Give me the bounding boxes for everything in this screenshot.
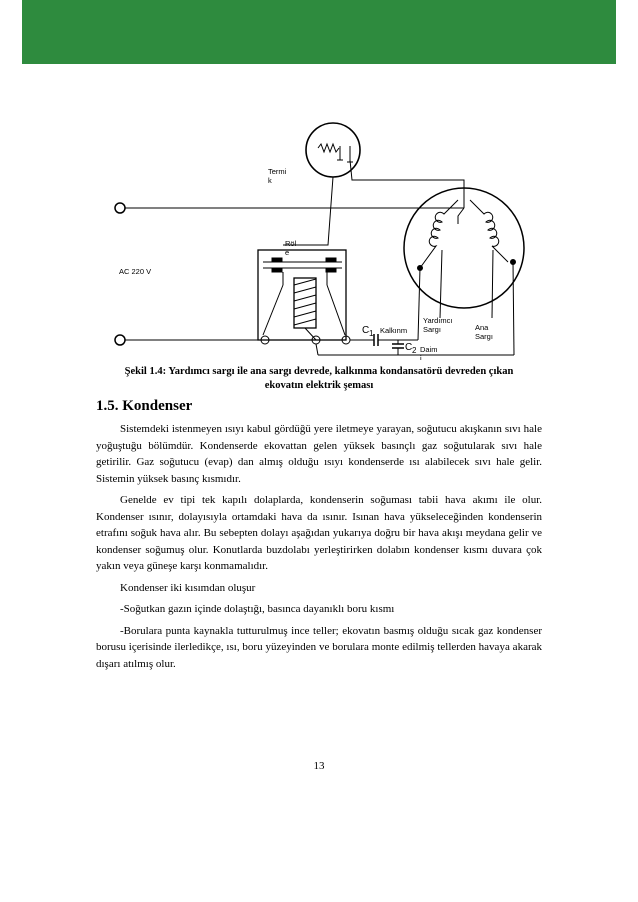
yardimci-label-1: Yardımcı (423, 316, 453, 325)
yardimci-label-2: Sargı (423, 325, 441, 334)
auxiliary-winding (420, 200, 458, 268)
ac-terminal-bottom (115, 335, 125, 345)
thermal-protector (306, 123, 360, 177)
c2-subscript: 2 (412, 346, 417, 355)
circuit-diagram (0, 0, 638, 360)
section-heading: 1.5. Kondenser (96, 398, 193, 414)
ac-terminal-top (115, 203, 125, 213)
c1-subscript: 1 (369, 329, 374, 338)
c2-label: C (405, 342, 413, 353)
termik-label-2: k (268, 176, 272, 185)
paragraph-4: -Soğutkan gazın içinde dolaştığı, basınca dayanıklı boru kısmı (120, 603, 395, 615)
kalkinma-label: Kalkınm (380, 326, 408, 335)
relay-box (258, 250, 346, 340)
ac-label: AC 220 V (119, 267, 152, 276)
paragraph-5: -Borulara punta kaynakla tutturulmuş ince teller; ekovatın basmış olduğu sıcak gaz kondenser borusu içerisinde ilerledikçe, ısı, boru yüzeyinden ve borulara monte edilmiş tellerden havaya akarak dışarı atılmış olur. (96, 624, 542, 670)
paragraph-3: Kondenser iki kısımdan oluşur (120, 581, 256, 594)
daim-label-2: i (420, 354, 422, 360)
caption-line-2: ekovatın elektrik şeması (264, 380, 374, 391)
caption-line-1: Şekil 1.4: Yardımcı sargı ile ana sargı devrede, kalkınma kondansatörü devreden çıkan (124, 366, 514, 377)
paragraph-2: Genelde ev tipi tek kapılı dolaplarda, kondenserin soğuması tabii hava akımı ile olur. Kondenser ısınır, dolayısıyla ortamdaki hava da ısınır. Isınan hava yükseleceğinden kondenserin etrafını soğuk hava alır. Bu sebepten dolayı aşağıdan yukarıya doğru bir hava akışı meydana gelir ve kondenser soğumuş olur. Konutlarda buzdolabı yerleştirirken dolabın kondenser kısmı duvara çok yakın veya güneşe karşı konmamalıdır. (96, 494, 542, 572)
ana-label-2: Sargı (475, 332, 493, 341)
daim-label-1: Daim (420, 345, 438, 354)
relay-coil (294, 278, 316, 328)
body-text (96, 421, 542, 672)
c1-label: C (362, 325, 370, 336)
termik-label-1: Termi (268, 167, 287, 176)
figure-caption (60, 365, 578, 393)
paragraph-1: Sistemdeki istenmeyen ısıyı kabul gördüğü yere iletmeye yarayan, soğutucu akışkanın sıvı hale yoğuştuğu bölümdür. Kondenserde ekovattan gelen yüksek basınçlı gaz soğutularak sıvı hale getirilir. Gaz soğutucu (evap) dan almış olduğu ısıyı kondenserde ısı alabilecek sıvı hale gelir. Sistemin yüksek basınç kısmıdır. (96, 423, 542, 485)
role-label-2: e (285, 248, 290, 257)
role-label-1: Röl (285, 239, 297, 248)
page-number: 13 (313, 760, 325, 772)
ana-label-1: Ana (475, 323, 489, 332)
main-winding (470, 200, 508, 262)
